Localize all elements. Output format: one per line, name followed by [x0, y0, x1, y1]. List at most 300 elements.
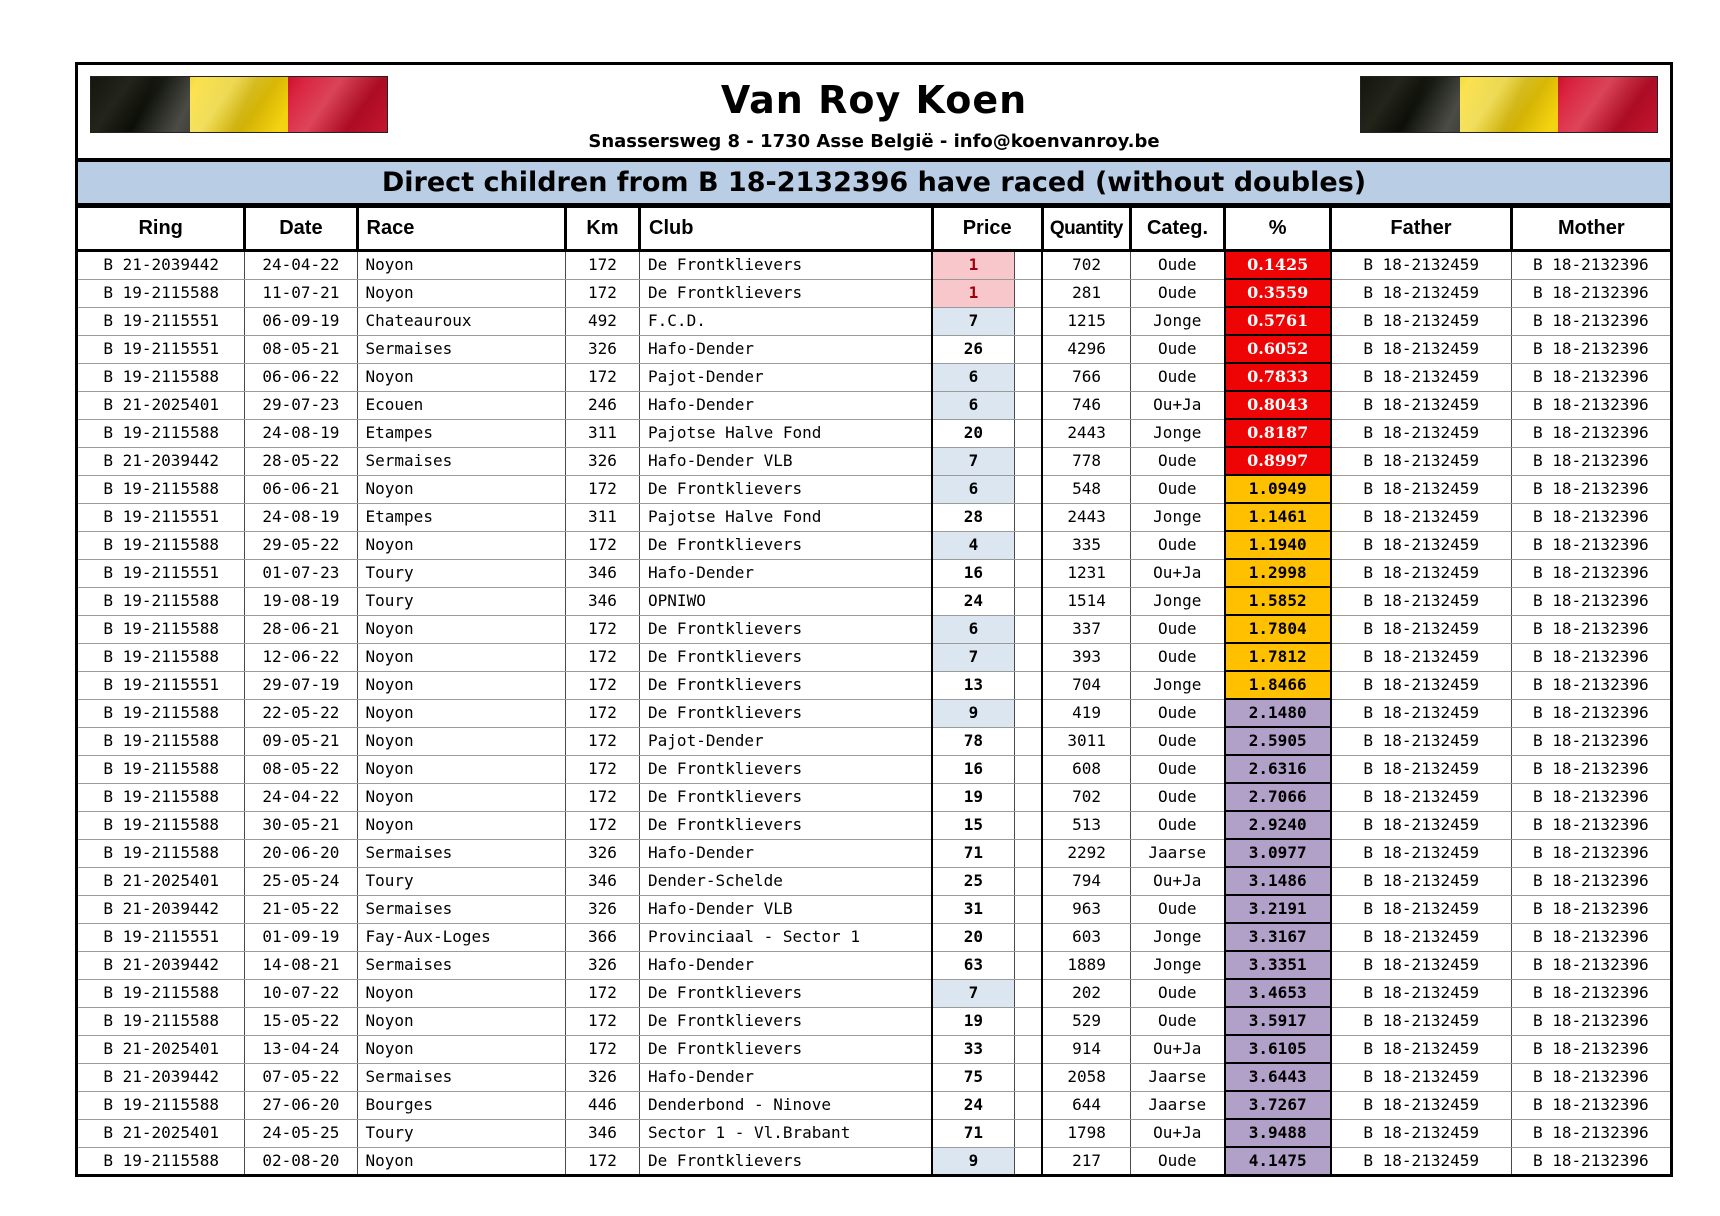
father-cell: B 18-2132459: [1331, 307, 1511, 335]
column-header-quantity: Quantity: [1042, 207, 1130, 251]
categ-cell: Oude: [1130, 811, 1224, 839]
club-cell: De Frontklievers: [640, 279, 933, 307]
father-cell: B 18-2132459: [1331, 839, 1511, 867]
pct-cell: 0.8187: [1225, 419, 1331, 447]
categ-cell: Oude: [1130, 531, 1224, 559]
club-cell: Pajot-Dender: [640, 363, 933, 391]
mother-cell: B 18-2132396: [1511, 279, 1671, 307]
father-cell: B 18-2132459: [1331, 363, 1511, 391]
mother-cell: B 18-2132396: [1511, 447, 1671, 475]
column-header-father: Father: [1331, 207, 1511, 251]
column-header-price: Price: [932, 207, 1042, 251]
quantity-cell: 1889: [1042, 951, 1130, 979]
pct-cell: 3.5917: [1225, 1007, 1331, 1035]
categ-cell: Ou+Ja: [1130, 559, 1224, 587]
date-cell: 29-07-23: [245, 391, 357, 419]
km-cell: 172: [565, 615, 639, 643]
mother-cell: B 18-2132396: [1511, 895, 1671, 923]
spacer-cell: [1014, 531, 1042, 559]
father-cell: B 18-2132459: [1331, 979, 1511, 1007]
ring-cell: B 19-2115551: [77, 559, 245, 587]
club-cell: Pajotse Halve Fond: [640, 503, 933, 531]
pct-cell: 3.0977: [1225, 839, 1331, 867]
quantity-cell: 794: [1042, 867, 1130, 895]
km-cell: 172: [565, 1147, 639, 1176]
price-cell: 15: [932, 811, 1014, 839]
km-cell: 326: [565, 447, 639, 475]
pct-cell: 2.5905: [1225, 727, 1331, 755]
pct-cell: 3.4653: [1225, 979, 1331, 1007]
table-row: [77, 251, 1672, 280]
spacer-cell: [1014, 727, 1042, 755]
club-cell: Hafo-Dender VLB: [640, 895, 933, 923]
date-cell: 12-06-22: [245, 643, 357, 671]
km-cell: 346: [565, 867, 639, 895]
ring-cell: B 19-2115588: [77, 279, 245, 307]
categ-cell: Jonge: [1130, 503, 1224, 531]
ring-cell: B 19-2115588: [77, 1091, 245, 1119]
quantity-cell: 2443: [1042, 503, 1130, 531]
pct-cell: 3.1486: [1225, 867, 1331, 895]
mother-cell: B 18-2132396: [1511, 783, 1671, 811]
pct-cell: 0.6052: [1225, 335, 1331, 363]
flag-black-band: [91, 77, 190, 132]
mother-cell: B 18-2132396: [1511, 251, 1671, 280]
table-row: [77, 419, 1672, 447]
table-row: [77, 615, 1672, 643]
date-cell: 09-05-21: [245, 727, 357, 755]
club-cell: De Frontklievers: [640, 643, 933, 671]
date-cell: 30-05-21: [245, 811, 357, 839]
race-cell: Toury: [357, 1119, 565, 1147]
race-cell: Etampes: [357, 503, 565, 531]
quantity-cell: 529: [1042, 1007, 1130, 1035]
categ-cell: Oude: [1130, 979, 1224, 1007]
table-row: [77, 1007, 1672, 1035]
quantity-cell: 2292: [1042, 839, 1130, 867]
mother-cell: B 18-2132396: [1511, 643, 1671, 671]
race-cell: Noyon: [357, 979, 565, 1007]
categ-cell: Oude: [1130, 727, 1224, 755]
price-cell: 75: [932, 1063, 1014, 1091]
km-cell: 326: [565, 335, 639, 363]
km-cell: 172: [565, 643, 639, 671]
table-row: [77, 755, 1672, 783]
spacer-cell: [1014, 307, 1042, 335]
column-header-club: Club: [640, 207, 933, 251]
categ-cell: Jonge: [1130, 307, 1224, 335]
quantity-cell: 335: [1042, 531, 1130, 559]
spacer-cell: [1014, 755, 1042, 783]
date-cell: 11-07-21: [245, 279, 357, 307]
quantity-cell: 4296: [1042, 335, 1130, 363]
pct-cell: 0.8043: [1225, 391, 1331, 419]
ring-cell: B 19-2115588: [77, 419, 245, 447]
mother-cell: B 18-2132396: [1511, 1007, 1671, 1035]
race-cell: Noyon: [357, 1035, 565, 1063]
categ-cell: Oude: [1130, 475, 1224, 503]
father-cell: B 18-2132459: [1331, 279, 1511, 307]
ring-cell: B 21-2039442: [77, 951, 245, 979]
km-cell: 172: [565, 279, 639, 307]
club-cell: F.C.D.: [640, 307, 933, 335]
table-row: [77, 587, 1672, 615]
pct-cell: 0.1425: [1225, 251, 1331, 280]
km-cell: 326: [565, 951, 639, 979]
date-cell: 29-05-22: [245, 531, 357, 559]
father-cell: B 18-2132459: [1331, 923, 1511, 951]
date-cell: 20-06-20: [245, 839, 357, 867]
date-cell: 24-08-19: [245, 503, 357, 531]
table-row: [77, 447, 1672, 475]
price-cell: 31: [932, 895, 1014, 923]
table-row: [77, 643, 1672, 671]
ring-cell: B 21-2039442: [77, 447, 245, 475]
club-cell: De Frontklievers: [640, 531, 933, 559]
father-cell: B 18-2132459: [1331, 531, 1511, 559]
ring-cell: B 19-2115588: [77, 1007, 245, 1035]
quantity-cell: 608: [1042, 755, 1130, 783]
pct-cell: 0.8997: [1225, 447, 1331, 475]
quantity-cell: 1231: [1042, 559, 1130, 587]
categ-cell: Oude: [1130, 783, 1224, 811]
categ-cell: Jaarse: [1130, 839, 1224, 867]
date-cell: 13-04-24: [245, 1035, 357, 1063]
date-cell: 10-07-22: [245, 979, 357, 1007]
race-cell: Noyon: [357, 1147, 565, 1176]
date-cell: 22-05-22: [245, 699, 357, 727]
spacer-cell: [1014, 839, 1042, 867]
column-header-km: Km: [565, 207, 639, 251]
quantity-cell: 393: [1042, 643, 1130, 671]
club-cell: De Frontklievers: [640, 979, 933, 1007]
race-cell: Noyon: [357, 671, 565, 699]
price-cell: 71: [932, 839, 1014, 867]
mother-cell: B 18-2132396: [1511, 1147, 1671, 1176]
ring-cell: B 19-2115551: [77, 335, 245, 363]
race-cell: Toury: [357, 587, 565, 615]
pct-cell: 3.3167: [1225, 923, 1331, 951]
spacer-cell: [1014, 587, 1042, 615]
page-address: Snassersweg 8 - 1730 Asse België - info@koenvanroy.be: [588, 131, 1160, 152]
date-cell: 25-05-24: [245, 867, 357, 895]
table-row: [77, 1091, 1672, 1119]
price-cell: 7: [932, 447, 1014, 475]
pct-cell: 3.9488: [1225, 1119, 1331, 1147]
spacer-cell: [1014, 1147, 1042, 1176]
father-cell: B 18-2132459: [1331, 503, 1511, 531]
spacer-cell: [1014, 447, 1042, 475]
table-row: [77, 811, 1672, 839]
categ-cell: Oude: [1130, 1007, 1224, 1035]
date-cell: 29-07-19: [245, 671, 357, 699]
race-cell: Chateauroux: [357, 307, 565, 335]
spacer-cell: [1014, 615, 1042, 643]
mother-cell: B 18-2132396: [1511, 811, 1671, 839]
km-cell: 346: [565, 587, 639, 615]
quantity-cell: 603: [1042, 923, 1130, 951]
race-cell: Noyon: [357, 783, 565, 811]
mother-cell: B 18-2132396: [1511, 699, 1671, 727]
categ-cell: Jonge: [1130, 671, 1224, 699]
km-cell: 172: [565, 699, 639, 727]
categ-cell: Jaarse: [1130, 1091, 1224, 1119]
mother-cell: B 18-2132396: [1511, 1063, 1671, 1091]
club-cell: Hafo-Dender: [640, 1063, 933, 1091]
ring-cell: B 19-2115588: [77, 363, 245, 391]
club-cell: Pajot-Dender: [640, 727, 933, 755]
categ-cell: Oude: [1130, 335, 1224, 363]
ring-cell: B 19-2115588: [77, 811, 245, 839]
father-cell: B 18-2132459: [1331, 895, 1511, 923]
table-row: [77, 727, 1672, 755]
categ-cell: Jonge: [1130, 587, 1224, 615]
belgian-flag-icon: [1360, 76, 1658, 133]
race-cell: Noyon: [357, 531, 565, 559]
column-header-mother: Mother: [1511, 207, 1671, 251]
price-cell: 6: [932, 363, 1014, 391]
club-cell: Dender-Schelde: [640, 867, 933, 895]
pct-cell: 1.7804: [1225, 615, 1331, 643]
mother-cell: B 18-2132396: [1511, 615, 1671, 643]
categ-cell: Oude: [1130, 279, 1224, 307]
categ-cell: Oude: [1130, 363, 1224, 391]
price-cell: 63: [932, 951, 1014, 979]
table-row: [77, 1119, 1672, 1147]
club-cell: Hafo-Dender: [640, 559, 933, 587]
quantity-cell: 778: [1042, 447, 1130, 475]
km-cell: 311: [565, 503, 639, 531]
club-cell: Hafo-Dender: [640, 951, 933, 979]
quantity-cell: 704: [1042, 671, 1130, 699]
categ-cell: Oude: [1130, 251, 1224, 280]
categ-cell: Jonge: [1130, 951, 1224, 979]
race-cell: Sermaises: [357, 839, 565, 867]
report-header: [75, 62, 1673, 160]
km-cell: 326: [565, 895, 639, 923]
mother-cell: B 18-2132396: [1511, 419, 1671, 447]
table-header: [77, 207, 1672, 251]
ring-cell: B 21-2039442: [77, 895, 245, 923]
spacer-cell: [1014, 1063, 1042, 1091]
price-cell: 9: [932, 1147, 1014, 1176]
race-cell: Noyon: [357, 279, 565, 307]
km-cell: 492: [565, 307, 639, 335]
table-row: [77, 895, 1672, 923]
father-cell: B 18-2132459: [1331, 615, 1511, 643]
date-cell: 28-06-21: [245, 615, 357, 643]
mother-cell: B 18-2132396: [1511, 307, 1671, 335]
spacer-cell: [1014, 923, 1042, 951]
mother-cell: B 18-2132396: [1511, 531, 1671, 559]
ring-cell: B 19-2115588: [77, 587, 245, 615]
table-row: [77, 671, 1672, 699]
ring-cell: B 21-2025401: [77, 1035, 245, 1063]
date-cell: 24-04-22: [245, 251, 357, 280]
father-cell: B 18-2132459: [1331, 475, 1511, 503]
table-row: [77, 699, 1672, 727]
quantity-cell: 217: [1042, 1147, 1130, 1176]
table-row: [77, 559, 1672, 587]
mother-cell: B 18-2132396: [1511, 867, 1671, 895]
flag-yellow-band: [1460, 77, 1559, 132]
ring-cell: B 19-2115588: [77, 839, 245, 867]
pct-cell: 1.1940: [1225, 531, 1331, 559]
race-cell: Noyon: [357, 363, 565, 391]
ring-cell: B 21-2039442: [77, 251, 245, 280]
race-cell: Sermaises: [357, 447, 565, 475]
km-cell: 246: [565, 391, 639, 419]
ring-cell: B 19-2115588: [77, 1147, 245, 1176]
pct-cell: 3.2191: [1225, 895, 1331, 923]
pct-cell: 1.5852: [1225, 587, 1331, 615]
father-cell: B 18-2132459: [1331, 699, 1511, 727]
price-cell: 20: [932, 923, 1014, 951]
club-cell: De Frontklievers: [640, 615, 933, 643]
mother-cell: B 18-2132396: [1511, 671, 1671, 699]
km-cell: 446: [565, 1091, 639, 1119]
km-cell: 172: [565, 727, 639, 755]
km-cell: 346: [565, 559, 639, 587]
price-cell: 20: [932, 419, 1014, 447]
spacer-cell: [1014, 363, 1042, 391]
father-cell: B 18-2132459: [1331, 783, 1511, 811]
price-cell: 19: [932, 783, 1014, 811]
club-cell: De Frontklievers: [640, 671, 933, 699]
spacer-cell: [1014, 251, 1042, 280]
father-cell: B 18-2132459: [1331, 559, 1511, 587]
race-cell: Sermaises: [357, 895, 565, 923]
ring-cell: B 21-2025401: [77, 391, 245, 419]
club-cell: Hafo-Dender VLB: [640, 447, 933, 475]
race-cell: Sermaises: [357, 335, 565, 363]
spacer-cell: [1014, 391, 1042, 419]
quantity-cell: 914: [1042, 1035, 1130, 1063]
column-header-race: Race: [357, 207, 565, 251]
km-cell: 172: [565, 251, 639, 280]
table-row: [77, 979, 1672, 1007]
categ-cell: Jaarse: [1130, 1063, 1224, 1091]
ring-cell: B 19-2115551: [77, 503, 245, 531]
table-row: [77, 1147, 1672, 1176]
price-cell: 7: [932, 979, 1014, 1007]
flag-red-band: [1558, 77, 1657, 132]
categ-cell: Jonge: [1130, 419, 1224, 447]
ring-cell: B 19-2115588: [77, 475, 245, 503]
club-cell: OPNIWO: [640, 587, 933, 615]
price-cell: 71: [932, 1119, 1014, 1147]
km-cell: 346: [565, 1119, 639, 1147]
quantity-cell: 513: [1042, 811, 1130, 839]
date-cell: 21-05-22: [245, 895, 357, 923]
father-cell: B 18-2132459: [1331, 391, 1511, 419]
spacer-cell: [1014, 671, 1042, 699]
mother-cell: B 18-2132396: [1511, 727, 1671, 755]
table-row: [77, 363, 1672, 391]
race-cell: Noyon: [357, 699, 565, 727]
club-cell: Provinciaal - Sector 1: [640, 923, 933, 951]
categ-cell: Jonge: [1130, 923, 1224, 951]
quantity-cell: 963: [1042, 895, 1130, 923]
date-cell: 02-08-20: [245, 1147, 357, 1176]
spacer-cell: [1014, 1119, 1042, 1147]
pct-cell: 3.6105: [1225, 1035, 1331, 1063]
date-cell: 06-09-19: [245, 307, 357, 335]
table-row: [77, 307, 1672, 335]
flag-yellow-band: [190, 77, 289, 132]
mother-cell: B 18-2132396: [1511, 1091, 1671, 1119]
quantity-cell: 1215: [1042, 307, 1130, 335]
mother-cell: B 18-2132396: [1511, 923, 1671, 951]
race-cell: Noyon: [357, 643, 565, 671]
column-header-categ: Categ.: [1130, 207, 1224, 251]
categ-cell: Ou+Ja: [1130, 1035, 1224, 1063]
pct-cell: 1.1461: [1225, 503, 1331, 531]
ring-cell: B 19-2115551: [77, 671, 245, 699]
quantity-cell: 337: [1042, 615, 1130, 643]
price-cell: 1: [932, 279, 1014, 307]
quantity-cell: 3011: [1042, 727, 1130, 755]
price-cell: 7: [932, 643, 1014, 671]
price-cell: 24: [932, 587, 1014, 615]
club-cell: De Frontklievers: [640, 755, 933, 783]
table-row: [77, 867, 1672, 895]
father-cell: B 18-2132459: [1331, 811, 1511, 839]
quantity-cell: 702: [1042, 251, 1130, 280]
pct-cell: 1.7812: [1225, 643, 1331, 671]
table-row: [77, 391, 1672, 419]
km-cell: 311: [565, 419, 639, 447]
race-cell: Ecouen: [357, 391, 565, 419]
title-block: [388, 76, 1360, 152]
pct-cell: 2.9240: [1225, 811, 1331, 839]
price-cell: 16: [932, 755, 1014, 783]
father-cell: B 18-2132459: [1331, 1091, 1511, 1119]
ring-cell: B 19-2115588: [77, 727, 245, 755]
club-cell: De Frontklievers: [640, 251, 933, 280]
date-cell: 14-08-21: [245, 951, 357, 979]
race-cell: Noyon: [357, 251, 565, 280]
categ-cell: Oude: [1130, 447, 1224, 475]
price-cell: 7: [932, 307, 1014, 335]
spacer-cell: [1014, 867, 1042, 895]
ring-cell: B 21-2025401: [77, 1119, 245, 1147]
price-cell: 25: [932, 867, 1014, 895]
club-cell: Hafo-Dender: [640, 391, 933, 419]
spacer-cell: [1014, 503, 1042, 531]
pct-cell: 1.0949: [1225, 475, 1331, 503]
date-cell: 24-08-19: [245, 419, 357, 447]
categ-cell: Oude: [1130, 755, 1224, 783]
race-cell: Etampes: [357, 419, 565, 447]
father-cell: B 18-2132459: [1331, 951, 1511, 979]
mother-cell: B 18-2132396: [1511, 1119, 1671, 1147]
categ-cell: Ou+Ja: [1130, 1119, 1224, 1147]
ring-cell: B 21-2025401: [77, 867, 245, 895]
father-cell: B 18-2132459: [1331, 867, 1511, 895]
quantity-cell: 766: [1042, 363, 1130, 391]
price-cell: 33: [932, 1035, 1014, 1063]
categ-cell: Oude: [1130, 643, 1224, 671]
ring-cell: B 21-2039442: [77, 1063, 245, 1091]
race-cell: Noyon: [357, 727, 565, 755]
father-cell: B 18-2132459: [1331, 755, 1511, 783]
table-row: [77, 475, 1672, 503]
father-cell: B 18-2132459: [1331, 447, 1511, 475]
table-body: [77, 251, 1672, 1176]
column-header-pct: %: [1225, 207, 1331, 251]
spacer-cell: [1014, 559, 1042, 587]
